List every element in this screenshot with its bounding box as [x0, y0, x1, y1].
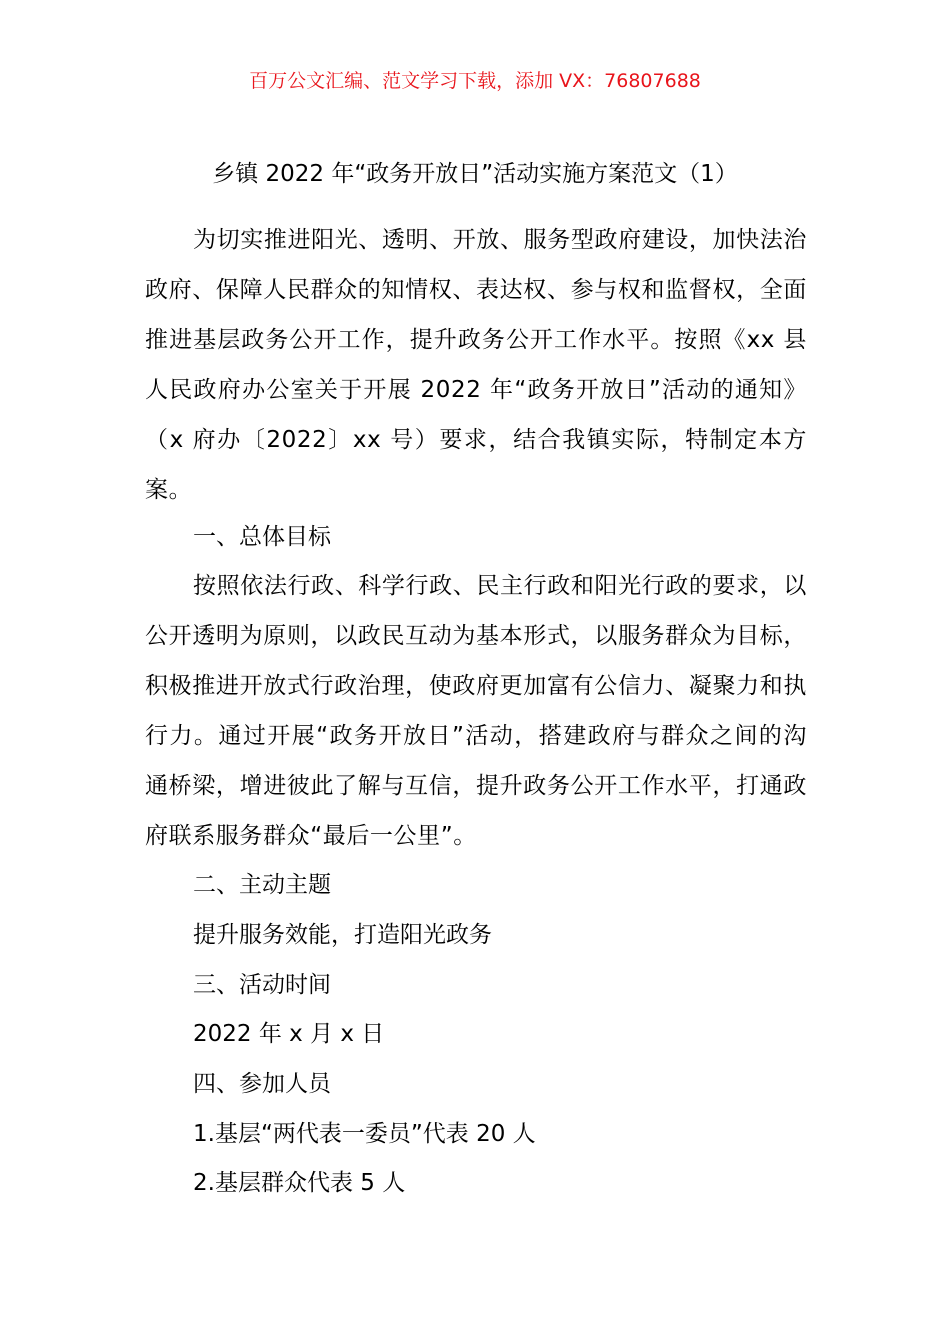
section-3-heading: 三、活动时间	[193, 972, 331, 998]
section-4-heading: 四、参加人员	[193, 1071, 331, 1097]
participant-list-item: 2.基层群众代表 5 人	[193, 1170, 406, 1196]
section-2-heading: 二、主动主题	[193, 872, 331, 898]
intro-paragraph: 为切实推进阳光、透明、开放、服务型政府建设，加快法治政府、保障人民群众的知情权、表达权、参与权和监督权，全面推进基层政务公开工作，提升政务公开工作水平。按照《xx 县人民政府办公室关于开展 2022 年“政务开放日”活动的通知》（x 府办〔2022〕xx 号）要求，结合我镇实际，特制定本方案。	[145, 227, 807, 503]
document-title: 乡镇 2022 年“政务开放日”活动实施方案范文（1）	[212, 161, 738, 187]
watermark-header: 百万公文汇编、范文学习下载，添加 VX：76807688	[249, 70, 701, 92]
section-3-paragraph: 2022 年 x 月 x 日	[193, 1021, 385, 1047]
participant-list-item: 1.基层“两代表一委员”代表 20 人	[193, 1121, 536, 1147]
section-2-paragraph: 提升服务效能，打造阳光政务	[193, 922, 492, 948]
section-1-paragraph: 按照依法行政、科学行政、民主行政和阳光行政的要求，以公开透明为原则，以政民互动为基本形式，以服务群众为目标，积极推进开放式行政治理，使政府更加富有公信力、凝聚力和执行力。通过开展“政务开放日”活动，搭建政府与群众之间的沟通桥梁，增进彼此了解与互信，提升政务公开工作水平，打通政府联系服务群众“最后一公里”。	[145, 573, 807, 849]
section-1-heading: 一、总体目标	[193, 524, 331, 550]
